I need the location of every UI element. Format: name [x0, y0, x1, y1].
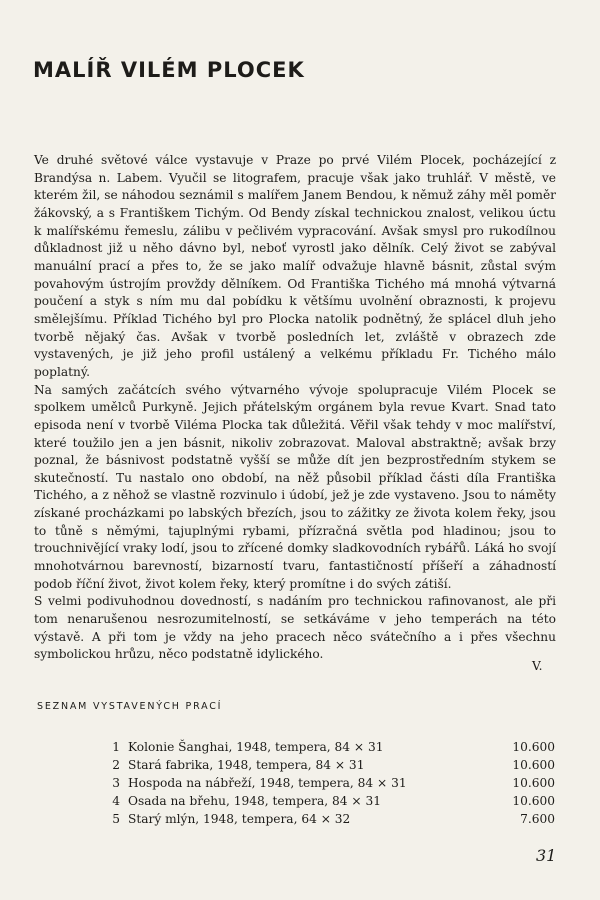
- work-price: 10.600: [512, 758, 555, 772]
- author-signature: V.: [532, 659, 543, 673]
- page-number: 31: [536, 846, 557, 865]
- article-title: MALÍŘ VILÉM PLOCEK: [33, 58, 305, 82]
- work-description: Kolonie Šanghai, 1948, tempera, 84 × 31: [128, 740, 384, 754]
- work-description: Osada na břehu, 1948, tempera, 84 × 31: [128, 794, 381, 808]
- paragraph-1: Ve druhé světové válce vystavuje v Praze po prvé Vilém Plocek, pocházející z Brandýsa n. Labem. Vyučil se litografem, pracuje však jako truhlář. V městě, ve kterém žil, se náhodou seznámil s malířem Janem Bendou, k němuž záhy měl poměr žákovský, a s Františkem Tichým. Od Bendy získal technickou znalost, velikou úctu k malířskému řemeslu, zálibu v pečlivém vypracování. Avšak smysl pro rukodílnou důkladnost již u něho dávno byl, neboť vyrostl jako dělník. Celý život se zabýval manuální prací a přes to, že se jako malíř odvažuje hlavně básnit, zůstal svým povahovým ústrojím provždy dělníkem. Od Františka Tichého má mnohá výtvarná poučení a styk s ním mu dal pobídku k většímu uvolnění obraznosti, k projevu smělejšímu. Příklad Tichého byl pro Plocka natolik podnětný, že splácel dluh jeho tvorbě nějaký čas. Avšak v tvorbě posledních let, zvláště v obrazech zde vystavených, je již jeho profil ustálený a velkému příkladu Fr. Tichého málo poplatný.: [34, 153, 556, 379]
- work-row: [110, 738, 555, 756]
- article-body: [34, 152, 556, 664]
- work-price: 10.600: [512, 776, 555, 790]
- work-row: [110, 774, 555, 792]
- work-number: 1: [112, 740, 120, 754]
- paragraph-3: S velmi podivuhodnou dovedností, s nadáním pro technickou rafinovanost, ale při tom nenarušenou nesrozumitelností, se setkáváme v jeho temperách na této výstavě. A při tom je vždy na jeho pracech něco svátečního a i přes všechnu symbolickou hrůzu, něco podstatně idylického.: [34, 594, 556, 662]
- work-description: Hospoda na nábřeží, 1948, tempera, 84 × 31: [128, 776, 407, 790]
- work-number: 3: [112, 776, 120, 790]
- work-row: [110, 756, 555, 774]
- works-list-heading: SEZNAM VYSTAVENÝCH PRACÍ: [37, 701, 223, 712]
- paragraph-2: Na samých začátcích svého výtvarného vývoje spolupracuje Vilém Plocek se spolkem umělců Purkyně. Jejich přátelským orgánem byla revue Kvart. Snad tato episoda není v tvorbě Viléma Plocka tak důležitá. Věřil však tehdy v moc malířství, které toužilo jen a jen básnit, nikoliv zobrazovat. Maloval abstraktně; avšak brzy poznal, že básnivost podstatně vyšší se může dít jen bezprostředním stykem se skutečností. Tu nastalo ono období, na něž působil příklad části díla Františka Tichého, a z něhož se vlastně rozvinulo i údobí, jež je zde vystaveno. Jsou to náměty získané procházkami po labských březích, jsou to zážitky ze života kolem řeky, jsou to tůně s němými, tajuplnými rybami, přízračná světla pod hladinou; jsou to trouchnivějící vraky lodí, jsou to zřícené domky sladkovodních rybářů. Láká ho svojí mnohotvárnou barevností, bizarností tvaru, fantastičností příšeří a záhadností podob říční život, život kolem řeky, který promítne i do svých zátiší.: [34, 382, 556, 591]
- work-price: 10.600: [512, 740, 555, 754]
- work-row: [110, 810, 555, 828]
- work-row: [110, 792, 555, 810]
- work-price: 10.600: [512, 794, 555, 808]
- work-price: 7.600: [520, 812, 555, 826]
- work-number: 5: [112, 812, 120, 826]
- work-number: 2: [112, 758, 120, 772]
- works-list: [110, 738, 555, 828]
- work-description: Starý mlýn, 1948, tempera, 64 × 32: [128, 812, 351, 826]
- work-number: 4: [112, 794, 120, 808]
- work-description: Stará fabrika, 1948, tempera, 84 × 31: [128, 758, 365, 772]
